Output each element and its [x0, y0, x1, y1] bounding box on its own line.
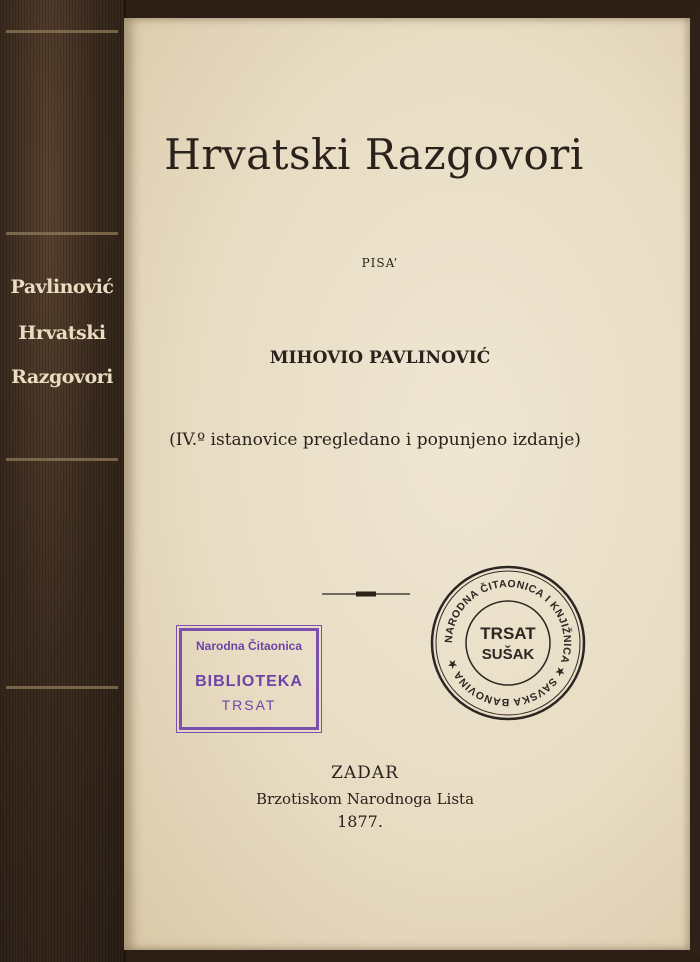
- spine-band: [6, 30, 118, 33]
- library-round-stamp: [430, 565, 586, 721]
- book-top-edge: [124, 0, 700, 18]
- book-fore-edge: [690, 10, 700, 955]
- imprint-year: 1877.: [337, 812, 383, 831]
- spine-band: [6, 686, 118, 689]
- stamp-rect-line1: Narodna Čitaonica: [195, 639, 303, 653]
- author-name: MIHOVIO PAVLINOVIĆ: [269, 348, 491, 368]
- byline: PISA’: [361, 256, 399, 270]
- ornament-rule: [320, 588, 412, 600]
- book-spine: [0, 0, 126, 962]
- stamp-ring-text: NARODNA ČITAONICA I KNJIŽNICA ★ SAVSKA BANOVINA ★: [442, 577, 574, 709]
- imprint-city: ZADAR: [331, 763, 399, 783]
- stamp-center-line1: TRSAT: [480, 624, 536, 643]
- book-title: Hrvatski Razgovori: [164, 130, 584, 179]
- edition-note: (IV.º istanovice pregledano i popunjeno izdanje): [169, 430, 581, 450]
- stamp-center-line2: SUŠAK: [481, 646, 535, 663]
- spine-band: [6, 458, 118, 461]
- spine-title-line1: Pavlinović: [10, 276, 114, 298]
- spine-band: [6, 232, 118, 235]
- stamp-rect-line3: TRSAT: [221, 697, 277, 713]
- spine-title-line2: Hrvatski: [18, 322, 106, 344]
- stamp-rect-line2: BIBLIOTEKA: [195, 673, 303, 690]
- spine-title-line3: Razgovori: [11, 366, 113, 388]
- imprint-printer: Brzotiskom Narodnoga Lista: [255, 790, 475, 808]
- library-rect-stamp: [179, 628, 319, 730]
